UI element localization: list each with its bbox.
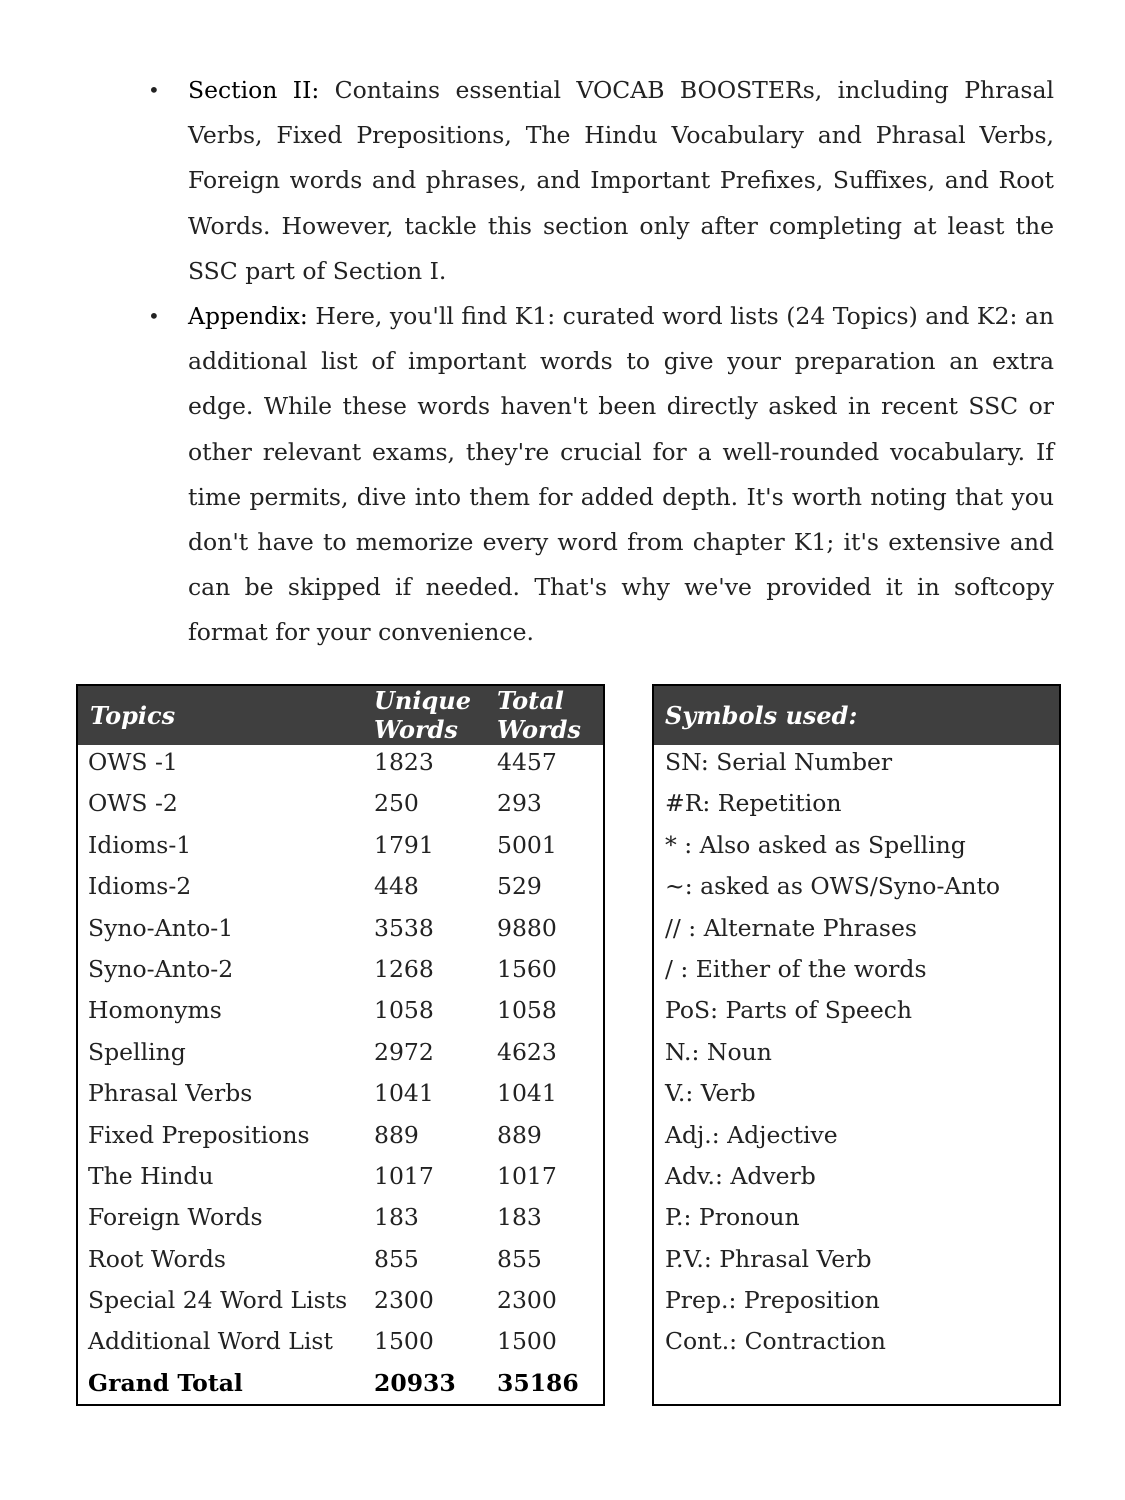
- table-row: [78, 1324, 603, 1365]
- table-row: [78, 1076, 603, 1117]
- topic-cell: Foreign Words: [88, 1203, 263, 1232]
- topic-cell: Idioms-2: [88, 872, 192, 901]
- symbol-row: SN: Serial Number: [665, 748, 893, 776]
- topic-cell: Fixed Prepositions: [88, 1120, 310, 1149]
- unique-words-cell: 1791: [374, 830, 434, 859]
- unique-words-cell: 1058: [374, 996, 434, 1025]
- topic-cell: OWS -2: [88, 789, 178, 818]
- total-words-cell: 5001: [497, 830, 557, 859]
- bullet-section-ii: [148, 68, 1054, 294]
- header-topics: Topics: [90, 701, 176, 730]
- topics-table: [76, 684, 605, 1406]
- symbol-row: ~: asked as OWS/Syno-Anto: [665, 872, 1001, 901]
- symbol-row: / : Either of the words: [665, 954, 927, 983]
- bullet-lead: Section II:: [188, 76, 320, 104]
- symbol-row: N.: Noun: [665, 1037, 772, 1066]
- header-unique-words: Unique Words: [374, 686, 471, 744]
- total-words-cell: 1017: [497, 1161, 557, 1190]
- grand-total-row: [78, 1366, 603, 1407]
- topic-cell: The Hindu: [88, 1161, 214, 1190]
- table-row: [78, 869, 603, 910]
- table-row: [78, 1159, 603, 1200]
- topic-cell: Syno-Anto-1: [88, 913, 234, 942]
- unique-words-cell: 1500: [374, 1327, 434, 1356]
- topics-table-body: [78, 745, 603, 1407]
- symbol-row: Adj.: Adjective: [665, 1120, 838, 1149]
- total-words-cell: 4623: [497, 1037, 557, 1066]
- topic-cell: Special 24 Word Lists: [88, 1286, 348, 1315]
- bullet-text: Contains essential VOCAB BOOSTERs, including Phrasal Verbs, Fixed Prepositions, The Hindu Vocabulary and Phrasal Verbs, Foreign words and phrases, and Important Prefixes, Suffixes, and Root Words. However, tackle this section only after completing at least the SSC part of Section I.: [188, 76, 1054, 285]
- table-row: [78, 1242, 603, 1283]
- table-row: [78, 1118, 603, 1159]
- symbol-row: // : Alternate Phrases: [665, 913, 917, 942]
- table-row: [78, 993, 603, 1034]
- topic-cell: Grand Total: [88, 1368, 243, 1397]
- unique-words-cell: 1041: [374, 1079, 434, 1108]
- bullet-text: Here, you'll find K1: curated word lists (24 Topics) and K2: an additional list of important words to give your preparation an extra edge. While these words haven't been directly asked in recent SSC or other relevant exams, they're crucial for a well-rounded vocabulary. If time permits, dive into them for added depth. It's worth noting that you don't have to memorize every word from chapter K1; it's extensive and can be skipped if needed. That's why we've provided it in softcopy format for your convenience.: [188, 302, 1054, 647]
- table-row: [78, 1283, 603, 1324]
- table-row: [78, 828, 603, 869]
- unique-words-cell: 889: [374, 1120, 419, 1149]
- header-total-words: Total Words: [497, 686, 581, 744]
- table-row: [78, 952, 603, 993]
- unique-words-cell: 1823: [374, 748, 434, 776]
- topic-cell: Phrasal Verbs: [88, 1079, 253, 1108]
- table-row: [78, 1200, 603, 1241]
- table-row: [78, 1035, 603, 1076]
- total-words-cell: 855: [497, 1244, 542, 1273]
- symbol-row: Adv.: Adverb: [665, 1161, 816, 1190]
- symbol-row: V.: Verb: [665, 1079, 756, 1108]
- symbol-row: PoS: Parts of Speech: [665, 996, 913, 1025]
- total-words-cell: 9880: [497, 913, 557, 942]
- unique-words-cell: 2972: [374, 1037, 434, 1066]
- symbol-row: P.: Pronoun: [665, 1203, 800, 1232]
- unique-words-cell: 20933: [374, 1368, 456, 1397]
- bullet-lead: Appendix:: [188, 302, 308, 331]
- topic-cell: Spelling: [88, 1037, 186, 1066]
- symbol-row: Prep.: Preposition: [665, 1286, 880, 1315]
- symbol-row: #R: Repetition: [665, 789, 842, 818]
- topic-cell: Additional Word List: [88, 1327, 333, 1356]
- table-row: [78, 911, 603, 952]
- total-words-cell: 1058: [497, 996, 557, 1025]
- unique-words-cell: 1268: [374, 954, 434, 983]
- topic-cell: Idioms-1: [88, 830, 192, 859]
- bullet-dot: •: [148, 304, 160, 329]
- symbol-row: P.V.: Phrasal Verb: [665, 1244, 872, 1273]
- symbol-row: * : Also asked as Spelling: [665, 830, 966, 859]
- topics-table-header: [78, 686, 603, 745]
- total-words-cell: 35186: [497, 1368, 579, 1397]
- bullet-dot: •: [148, 78, 160, 102]
- symbols-table-body: [654, 745, 1059, 1366]
- total-words-cell: 4457: [497, 748, 557, 776]
- topic-cell: Root Words: [88, 1244, 226, 1273]
- symbol-row: Cont.: Contraction: [665, 1327, 886, 1356]
- total-words-cell: 2300: [497, 1286, 557, 1315]
- symbols-table-header: Symbols used:: [654, 686, 1059, 745]
- total-words-cell: 1560: [497, 954, 557, 983]
- table-row: [78, 745, 603, 786]
- symbols-table: [652, 684, 1061, 1406]
- unique-words-cell: 1017: [374, 1161, 434, 1190]
- unique-words-cell: 3538: [374, 913, 434, 942]
- unique-words-cell: 250: [374, 789, 419, 818]
- bullet-list: [148, 68, 1054, 656]
- total-words-cell: 183: [497, 1203, 542, 1232]
- total-words-cell: 1500: [497, 1327, 557, 1356]
- table-row: [78, 786, 603, 827]
- topic-cell: Homonyms: [88, 996, 222, 1025]
- unique-words-cell: 448: [374, 872, 419, 901]
- total-words-cell: 529: [497, 872, 542, 901]
- unique-words-cell: 183: [374, 1203, 419, 1232]
- unique-words-cell: 2300: [374, 1286, 434, 1315]
- total-words-cell: 293: [497, 789, 542, 818]
- topic-cell: OWS -1: [88, 748, 178, 776]
- total-words-cell: 1041: [497, 1079, 557, 1108]
- unique-words-cell: 855: [374, 1244, 419, 1273]
- total-words-cell: 889: [497, 1120, 542, 1149]
- topic-cell: Syno-Anto-2: [88, 954, 234, 983]
- bullet-appendix: [148, 294, 1054, 656]
